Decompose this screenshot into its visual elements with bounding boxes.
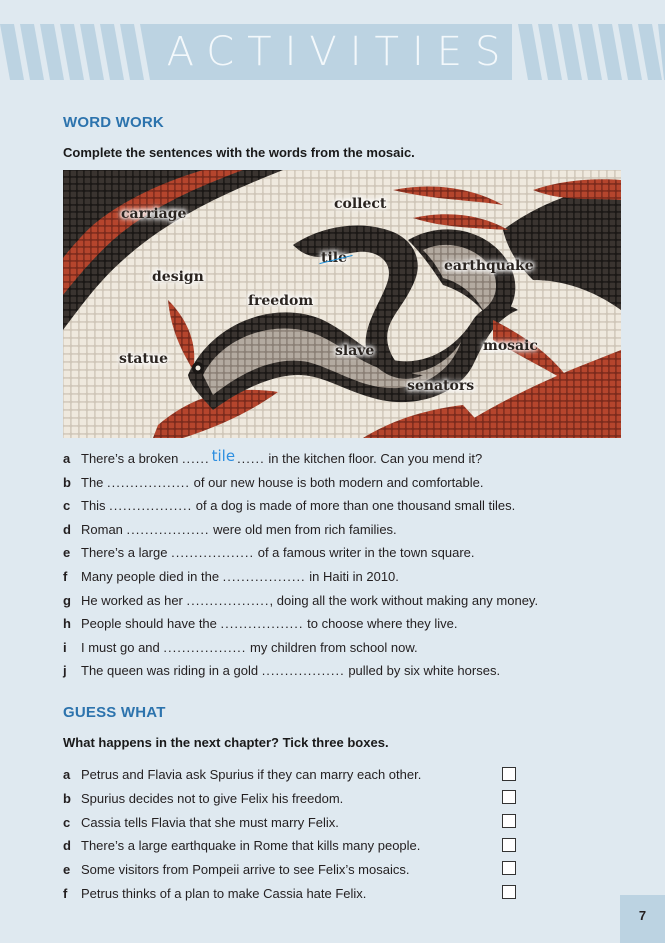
banner-stripes-left xyxy=(0,24,155,80)
answer-blank[interactable]: .................. xyxy=(107,474,191,490)
item-letter: c xyxy=(63,814,71,830)
sentence-row xyxy=(63,565,538,589)
tick-box-e[interactable] xyxy=(502,861,516,875)
mosaic-word-senators: senators xyxy=(407,378,475,394)
mosaic-word-tile: tile xyxy=(321,250,348,266)
sentence-text-before: Roman xyxy=(81,521,127,537)
item-text: Some visitors from Pompeii arrive to see Felix’s mosaics. xyxy=(81,862,410,878)
mosaic-word-earthquake: earthquake xyxy=(444,258,534,274)
handwritten-answer: tile xyxy=(211,447,236,465)
sentence-letter: h xyxy=(63,616,71,632)
sentence-text-after: in Haiti in 2010. xyxy=(305,568,399,584)
sentence-letter: d xyxy=(63,521,71,537)
sentence-text-after: of a dog is made of more than one thousand small tiles. xyxy=(192,498,516,514)
mosaic-word-carriage: carriage xyxy=(121,206,187,222)
activities-banner xyxy=(0,24,665,80)
guess-item xyxy=(63,858,421,882)
sentence-letter: i xyxy=(63,639,67,655)
guess-item xyxy=(63,882,421,906)
answer-blank-dots: ...... xyxy=(237,451,265,466)
sentence-letter: g xyxy=(63,592,71,608)
sentence-text-before: I must go and xyxy=(81,639,164,655)
mosaic-word-statue: statue xyxy=(119,351,168,367)
item-text: There’s a large earthquake in Rome that kills many people. xyxy=(81,838,421,854)
sentence-row xyxy=(63,541,538,565)
mosaic-word-slave: slave xyxy=(335,343,375,359)
page-title: ACTIVITIES xyxy=(166,29,514,75)
sentence-row xyxy=(63,612,538,636)
item-letter: e xyxy=(63,862,71,878)
item-letter: b xyxy=(63,790,71,806)
guess-item xyxy=(63,834,421,858)
word-work-instruction: Complete the sentences with the words from the mosaic. xyxy=(63,145,415,160)
word-work-sentences xyxy=(63,447,538,683)
sentence-letter: b xyxy=(63,474,71,490)
tick-box-d[interactable] xyxy=(502,838,516,852)
sentence-row xyxy=(63,589,538,613)
sentence-text-after: , doing all the work without making any money. xyxy=(269,592,539,608)
sentence-text-after: to choose where they live. xyxy=(303,616,458,632)
guess-what-instruction: What happens in the next chapter? Tick three boxes. xyxy=(63,735,389,750)
sentence-letter: c xyxy=(63,498,71,514)
answer-blank[interactable]: .................. xyxy=(163,639,247,655)
tick-box-f[interactable] xyxy=(502,885,516,899)
answer-blank[interactable]: .................. xyxy=(171,545,255,561)
tick-box-b[interactable] xyxy=(502,790,516,804)
mosaic-word-freedom: freedom xyxy=(248,293,314,309)
sentence-text-before: Many people died in the xyxy=(81,568,223,584)
sentence-letter: e xyxy=(63,545,71,561)
sentence-text-before: This xyxy=(81,498,110,514)
item-text: Cassia tells Flavia that she must marry Felix. xyxy=(81,814,339,830)
guess-what-heading: GUESS WHAT xyxy=(63,704,166,721)
banner-stripes-right xyxy=(512,24,665,80)
sentence-row xyxy=(63,494,538,518)
item-text: Petrus thinks of a plan to make Cassia hate Felix. xyxy=(81,885,367,901)
sentence-letter: f xyxy=(63,568,68,584)
sentence-row xyxy=(63,636,538,660)
sentence-text-before: He worked as her xyxy=(81,592,187,608)
sentence-text-after: of our new house is both modern and comfortable. xyxy=(190,474,484,490)
item-letter: f xyxy=(63,885,68,901)
answer-blank[interactable]: .................. xyxy=(109,498,193,514)
item-text: Spurius decides not to give Felix his freedom. xyxy=(81,790,344,806)
sentence-text-after: were old men from rich families. xyxy=(209,521,397,537)
sentence-row xyxy=(63,471,538,495)
tick-box-a[interactable] xyxy=(502,767,516,781)
mosaic-image xyxy=(63,170,621,438)
item-letter: a xyxy=(63,767,71,782)
sentence-letter: j xyxy=(63,663,67,679)
sentence-row xyxy=(63,447,538,471)
page-number xyxy=(620,895,665,943)
item-text: Petrus and Flavia ask Spurius if they can marry each other. xyxy=(81,767,422,782)
sentence-text-before: People should have the xyxy=(81,616,221,632)
sentence-row xyxy=(63,518,538,542)
answer-blank[interactable]: .................. xyxy=(126,521,210,537)
answer-blank[interactable]: .................. xyxy=(261,663,345,679)
sentence-letter: a xyxy=(63,451,71,466)
tick-box-c[interactable] xyxy=(502,814,516,828)
sentence-row xyxy=(63,659,538,683)
item-letter: d xyxy=(63,838,71,854)
mosaic-word-mosaic: mosaic xyxy=(483,338,538,354)
sentence-text-before: The xyxy=(81,474,108,490)
guess-item xyxy=(63,763,421,787)
sentence-text-before: There’s a broken xyxy=(81,451,182,466)
activities-title-box xyxy=(155,24,512,80)
answer-blank[interactable]: .................. xyxy=(222,568,306,584)
guess-item xyxy=(63,787,421,811)
mosaic-word-collect: collect xyxy=(334,196,387,212)
mosaic-word-design: design xyxy=(152,269,204,285)
word-work-heading: WORD WORK xyxy=(63,114,164,131)
answer-blank[interactable]: .................. xyxy=(220,616,304,632)
guess-what-items xyxy=(63,763,421,906)
answer-blank-dots: ...... xyxy=(181,451,210,466)
sentence-text-after: my children from school now. xyxy=(246,639,418,655)
sentence-text-after: in the kitchen floor. Can you mend it? xyxy=(264,451,483,466)
sentence-text-before: There’s a large xyxy=(81,545,172,561)
sentence-text-before: The queen was riding in a gold xyxy=(81,663,262,679)
sentence-text-after: pulled by six white horses. xyxy=(344,663,501,679)
sentence-text-after: of a famous writer in the town square. xyxy=(254,545,475,561)
page-number-label: 7 xyxy=(638,908,647,923)
answer-blank[interactable]: .................. xyxy=(186,592,270,608)
guess-item xyxy=(63,811,421,835)
